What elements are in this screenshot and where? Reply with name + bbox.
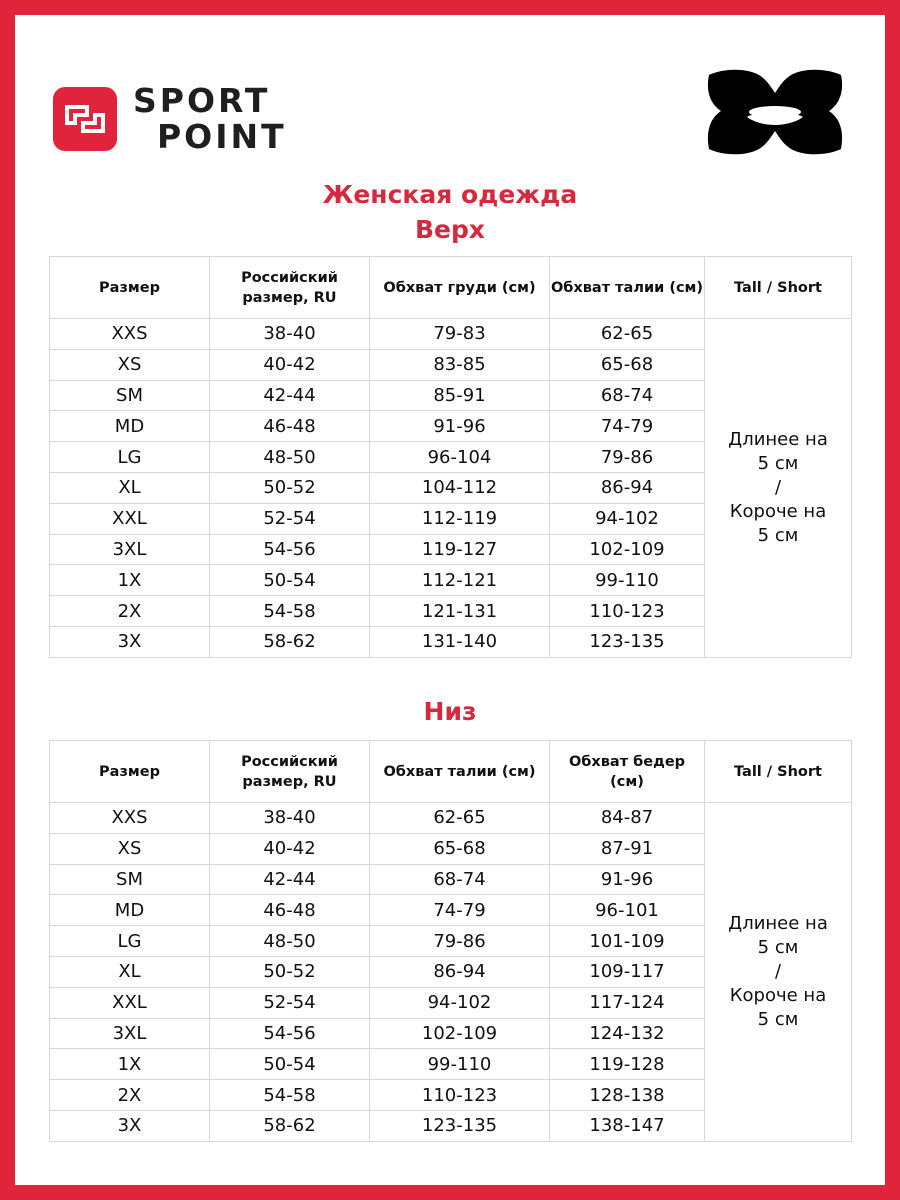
ru-size-cell: 46-48 [210, 411, 370, 442]
size-cell: 3X [50, 1110, 210, 1141]
measure-b-cell: 109-117 [550, 956, 705, 987]
measure-a-cell: 68-74 [370, 864, 550, 895]
table-row [50, 319, 852, 350]
measure-a-cell: 104-112 [370, 472, 550, 503]
measure-a-cell: 91-96 [370, 411, 550, 442]
size-cell: XL [50, 472, 210, 503]
measure-b-cell: 124-132 [550, 1018, 705, 1049]
measure-b-cell: 138-147 [550, 1110, 705, 1141]
table-row [50, 803, 852, 834]
sportpoint-logo-icon [53, 87, 117, 151]
measure-a-cell: 119-127 [370, 534, 550, 565]
size-cell: SM [50, 380, 210, 411]
size-cell: XXL [50, 987, 210, 1018]
section-title-top: Верх [414, 215, 486, 244]
ru-size-cell: 42-44 [210, 380, 370, 411]
measure-b-cell: 123-135 [550, 626, 705, 657]
measure-b-cell: 94-102 [550, 503, 705, 534]
size-cell: MD [50, 411, 210, 442]
measure-b-cell: 86-94 [550, 472, 705, 503]
size-cell: LG [50, 442, 210, 473]
measure-a-cell: 99-110 [370, 1049, 550, 1080]
section-title-bottom: Низ [423, 697, 477, 726]
tall-short-line: 5 см [757, 524, 799, 546]
size-chart-page [15, 15, 885, 1185]
ru-size-cell: 52-54 [210, 503, 370, 534]
size-cell: XXL [50, 503, 210, 534]
measure-a-cell: 85-91 [370, 380, 550, 411]
logo-word-sport: SPORT [133, 81, 271, 120]
ru-size-cell: 50-52 [210, 956, 370, 987]
measure-a-cell: 102-109 [370, 1018, 550, 1049]
size-cell: XS [50, 833, 210, 864]
ru-size-cell: 54-58 [210, 596, 370, 627]
measure-b-cell: 117-124 [550, 987, 705, 1018]
measure-b-cell: 79-86 [550, 442, 705, 473]
size-cell: XS [50, 349, 210, 380]
ru-size-cell: 40-42 [210, 833, 370, 864]
size-cell: 1X [50, 565, 210, 596]
measure-a-cell: 121-131 [370, 596, 550, 627]
measure-a-cell: 86-94 [370, 956, 550, 987]
tall-short-line: Длинее на [728, 428, 828, 450]
size-cell: 1X [50, 1049, 210, 1080]
measure-a-cell: 79-83 [370, 319, 550, 350]
tall-short-note [705, 803, 852, 1142]
ru-size-cell: 50-54 [210, 565, 370, 596]
bottom-size-table [49, 740, 852, 1142]
ru-size-cell: 40-42 [210, 349, 370, 380]
size-cell: XL [50, 956, 210, 987]
table-header-row [50, 741, 852, 803]
ru-size-cell: 50-54 [210, 1049, 370, 1080]
header-waist: Обхват талии (см) [550, 257, 705, 319]
measure-b-cell: 84-87 [550, 803, 705, 834]
size-cell: SM [50, 864, 210, 895]
measure-b-cell: 128-138 [550, 1080, 705, 1111]
measure-a-cell: 79-86 [370, 926, 550, 957]
tall-short-line: Короче на [729, 500, 827, 522]
tall-short-line: 5 см [757, 1008, 799, 1030]
header-size: Размер [50, 257, 210, 319]
size-cell: 3X [50, 626, 210, 657]
measure-b-cell: 68-74 [550, 380, 705, 411]
measure-b-cell: 110-123 [550, 596, 705, 627]
ru-size-cell: 50-52 [210, 472, 370, 503]
top-size-table [49, 256, 852, 658]
measure-b-cell: 91-96 [550, 864, 705, 895]
tall-short-line: / [774, 476, 782, 498]
measure-b-cell: 74-79 [550, 411, 705, 442]
size-cell: 2X [50, 1080, 210, 1111]
measure-b-cell: 101-109 [550, 926, 705, 957]
tall-short-line: / [774, 960, 782, 982]
measure-b-cell: 99-110 [550, 565, 705, 596]
measure-b-cell: 62-65 [550, 319, 705, 350]
tall-short-line: Короче на [729, 984, 827, 1006]
header-ru-size: Российский размер, RU [210, 257, 370, 319]
size-cell: XXS [50, 319, 210, 350]
measure-b-cell: 119-128 [550, 1049, 705, 1080]
size-cell: MD [50, 895, 210, 926]
measure-a-cell: 123-135 [370, 1110, 550, 1141]
ru-size-cell: 58-62 [210, 626, 370, 657]
measure-a-cell: 96-104 [370, 442, 550, 473]
measure-b-cell: 102-109 [550, 534, 705, 565]
header-tall-short: Tall / Short [705, 257, 852, 319]
measure-b-cell: 96-101 [550, 895, 705, 926]
section-title-women: Женская одежда [322, 180, 578, 209]
measure-a-cell: 74-79 [370, 895, 550, 926]
sportpoint-logo [53, 83, 287, 155]
ru-size-cell: 48-50 [210, 926, 370, 957]
ru-size-cell: 58-62 [210, 1110, 370, 1141]
tall-short-line: 5 см [757, 936, 799, 958]
measure-a-cell: 110-123 [370, 1080, 550, 1111]
logo-word-point: POINT [157, 117, 287, 156]
size-cell: LG [50, 926, 210, 957]
ru-size-cell: 46-48 [210, 895, 370, 926]
size-cell: 3XL [50, 534, 210, 565]
size-cell: XXS [50, 803, 210, 834]
tall-short-line: Длинее на [728, 912, 828, 934]
header-tall-short: Tall / Short [705, 741, 852, 803]
ru-size-cell: 42-44 [210, 864, 370, 895]
ru-size-cell: 48-50 [210, 442, 370, 473]
header-waist: Обхват талии (см) [370, 741, 550, 803]
ru-size-cell: 38-40 [210, 803, 370, 834]
measure-a-cell: 65-68 [370, 833, 550, 864]
measure-a-cell: 131-140 [370, 626, 550, 657]
measure-a-cell: 94-102 [370, 987, 550, 1018]
header-ru-size: Российский размер, RU [210, 741, 370, 803]
size-cell: 3XL [50, 1018, 210, 1049]
measure-a-cell: 112-119 [370, 503, 550, 534]
measure-a-cell: 62-65 [370, 803, 550, 834]
measure-b-cell: 87-91 [550, 833, 705, 864]
header-chest: Обхват груди (см) [370, 257, 550, 319]
measure-b-cell: 65-68 [550, 349, 705, 380]
header-size: Размер [50, 741, 210, 803]
header-hips: Обхват бедер (см) [550, 741, 705, 803]
table-header-row [50, 257, 852, 319]
ru-size-cell: 54-58 [210, 1080, 370, 1111]
ru-size-cell: 54-56 [210, 1018, 370, 1049]
size-cell: 2X [50, 596, 210, 627]
ru-size-cell: 52-54 [210, 987, 370, 1018]
tall-short-line: 5 см [757, 452, 799, 474]
under-armour-logo-icon [703, 67, 847, 157]
measure-a-cell: 112-121 [370, 565, 550, 596]
ru-size-cell: 54-56 [210, 534, 370, 565]
ru-size-cell: 38-40 [210, 319, 370, 350]
tall-short-note [705, 319, 852, 658]
measure-a-cell: 83-85 [370, 349, 550, 380]
